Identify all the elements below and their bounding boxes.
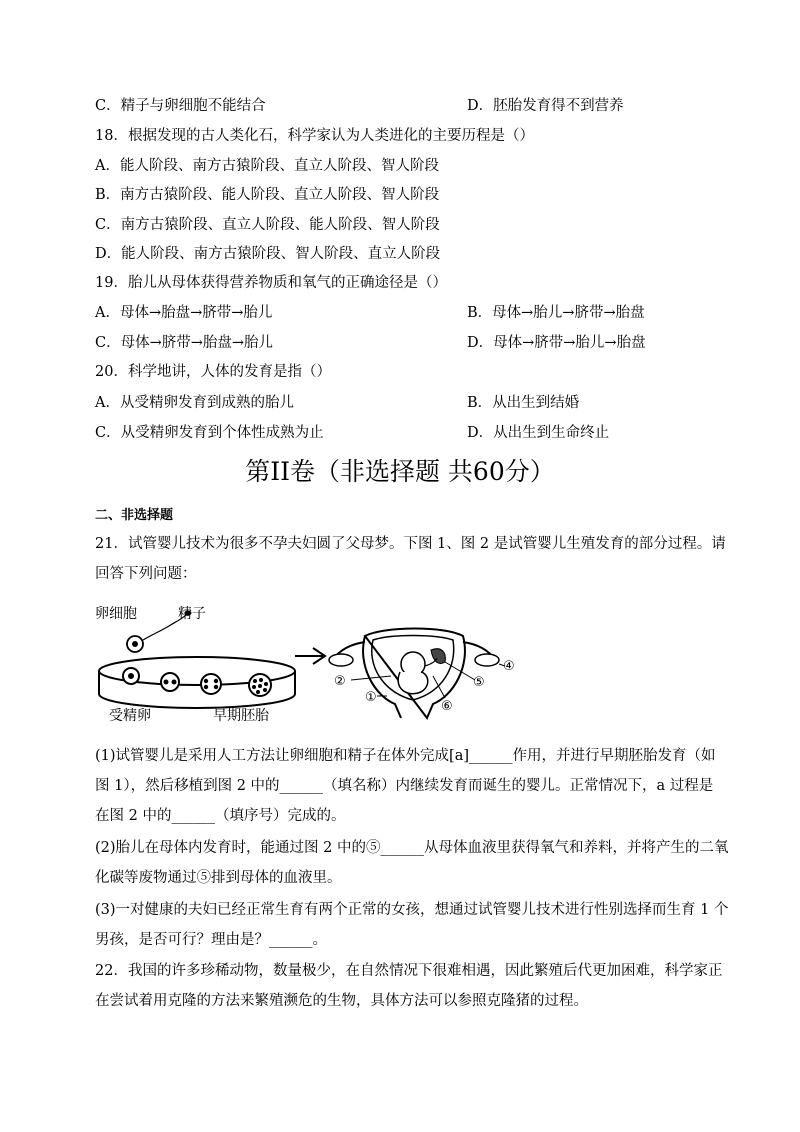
choice-line-8 bbox=[95, 333, 646, 353]
option-text: C．南方古猿阶段、直立人阶段、能人阶段、智人阶段 bbox=[95, 217, 440, 233]
question-21-line-1: 21．试管婴儿技术为很多不孕夫妇圆了父母梦。下图 1、图 2 是试管婴儿生殖发育的部分过程。请 bbox=[95, 536, 726, 552]
option-text: D．从出生到生命终止 bbox=[467, 425, 610, 441]
choice-line-4 bbox=[95, 215, 440, 235]
question-18 bbox=[95, 126, 534, 146]
marker-6: ⑥ bbox=[441, 699, 453, 714]
embryo-label: 早期胚胎 bbox=[213, 708, 269, 724]
option-text: B．从出生到结婚 bbox=[467, 395, 580, 411]
choice-line-7 bbox=[95, 303, 645, 323]
marker-1: ① bbox=[365, 690, 377, 705]
question-19 bbox=[95, 273, 447, 293]
choice-line-10 bbox=[95, 393, 580, 413]
arrow-icon bbox=[295, 648, 325, 664]
q21-part-line-2: 图 1），然后移植到图 2 中的______（填名称）内继续发育而诞生的婴儿。正常情况下，a 过程是 bbox=[95, 778, 714, 794]
q21-part-line-4: (2)胎儿在母体内发育时，能通过图 2 中的⑤______从母体血液里获得氧气和养料，并将产生的二氧 bbox=[95, 840, 729, 856]
option-text: A．母体→胎盘→脐带→胎儿 bbox=[95, 305, 273, 321]
marker-4: ④ bbox=[503, 659, 515, 674]
figure-2-uterus bbox=[329, 629, 515, 719]
ivf-figure bbox=[95, 596, 525, 726]
option-text: C．母体→脐带→胎盘→胎儿 bbox=[95, 335, 274, 351]
question-22-line-2: 在尝试着用克隆的方法来繁殖濒危的生物，具体方法可以参照克隆猪的过程。 bbox=[95, 993, 588, 1009]
question-20 bbox=[95, 362, 331, 382]
choice-line-0 bbox=[95, 96, 624, 116]
q21-part-line-7: 男孩，是否可行？理由是？______。 bbox=[95, 932, 327, 948]
q21-part-line-6: (3)一对健康的夫妇已经正常生育有两个正常的女孩，想通过试管婴儿技术进行性别选择而生育 1 个 bbox=[95, 902, 729, 918]
option-text: A．从受精卵发育到成熟的胎儿 bbox=[95, 395, 294, 411]
option-text: D．能人阶段、南方古猿阶段、智人阶段、直立人阶段 bbox=[95, 246, 441, 262]
marker-5: ⑤ bbox=[473, 675, 485, 690]
option-text: C．从受精卵发育到个体性成熟为止 bbox=[95, 425, 324, 441]
section-title: 二、非选择题 bbox=[95, 508, 174, 523]
choice-line-2 bbox=[95, 156, 439, 176]
question-22-line-1: 22．我国的许多珍稀动物，数量极少，在自然情况下很难相遇，因此繁殖后代更加困难，科学家正 bbox=[95, 963, 723, 979]
option-text: D．胚胎发育得不到营养 bbox=[467, 98, 624, 114]
marker-2: ② bbox=[334, 674, 346, 689]
question-21-line-2: 回答下列问题： bbox=[95, 566, 197, 582]
question-text: 18．根据发现的古人类化石，科学家认为人类进化的主要历程是（） bbox=[95, 128, 534, 144]
sperm-label: 精子 bbox=[178, 606, 206, 622]
option-text: B．南方古猿阶段、能人阶段、直立人阶段、智人阶段 bbox=[95, 187, 440, 203]
zygote-label: 受精卵 bbox=[109, 708, 151, 724]
option-text: C．精子与卵细胞不能结合 bbox=[95, 98, 266, 114]
egg-label: 卵细胞 bbox=[95, 606, 137, 622]
q21-part-line-3: 在图 2 中的______（填序号）完成的。 bbox=[95, 808, 346, 824]
q21-part-line-5: 化碳等废物通过⑤排到母体的血液里。 bbox=[95, 870, 342, 886]
option-text: B．母体→胎儿→脐带→胎盘 bbox=[467, 305, 645, 321]
option-text: D．母体→脐带→胎儿→胎盘 bbox=[467, 335, 646, 351]
part-heading: 第II卷（非选择题 共60分） bbox=[245, 457, 555, 486]
question-text: 19．胎儿从母体获得营养物质和氧气的正确途径是（） bbox=[95, 275, 447, 291]
figure-1-culture-dish bbox=[95, 605, 295, 724]
q21-part-line-1: (1)试管婴儿是采用人工方法让卵细胞和精子在体外完成[a]______作用，并进行早期胚胎发育（如 bbox=[95, 748, 716, 764]
choice-line-3 bbox=[95, 185, 439, 205]
question-text: 20．科学地讲，人体的发育是指（） bbox=[95, 364, 331, 380]
choice-line-11 bbox=[95, 423, 610, 443]
choice-line-5 bbox=[95, 244, 440, 264]
option-text: A．能人阶段、南方古猿阶段、直立人阶段、智人阶段 bbox=[95, 158, 439, 174]
